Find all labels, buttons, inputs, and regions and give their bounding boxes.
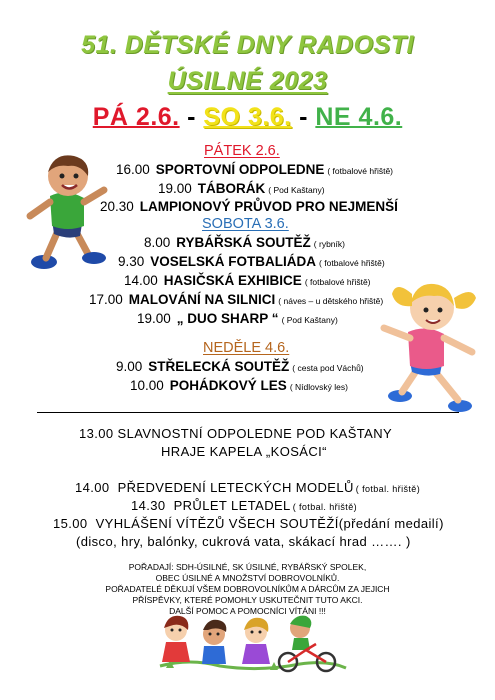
- date-separator: -: [299, 103, 308, 131]
- item-event: POHÁDKOVÝ LES: [169, 378, 287, 393]
- organizers-line: POŘADATELÉ DĚKUJÍ VŠEM DOBROVOLNÍKŮM A DÁRCŮM ZA JEJICH: [105, 584, 390, 594]
- schedule-item: [130, 378, 348, 393]
- item-note: ( Pod Kaštany): [281, 315, 338, 325]
- date-saturday: SO 3.6.: [203, 103, 292, 131]
- schedule-item: [100, 199, 398, 214]
- item-event: MALOVÁNÍ NA SILNICI: [128, 292, 276, 307]
- date-friday: PÁ 2.6.: [92, 103, 180, 131]
- item-note: (předání medailí): [338, 516, 444, 531]
- item-time: 14.00: [124, 273, 158, 288]
- poster-title: 51. DĚTSKÉ DNY RADOSTI: [81, 31, 414, 59]
- schedule-item: [118, 254, 385, 269]
- item-note: ( fotbal. hřiště): [292, 502, 358, 512]
- item-event: VOSELSKÁ FOTBALIÁDA: [150, 254, 317, 269]
- item-time: 10.00: [130, 378, 164, 393]
- item-time: 15.00: [53, 516, 88, 531]
- schedule-item: [144, 235, 345, 250]
- item-time: 8.00: [144, 235, 171, 250]
- item-event: LAMPIONOVÝ PRŮVOD PRO NEJMENŠÍ: [139, 199, 398, 214]
- item-note: ( fotbalové hřiště): [304, 277, 371, 287]
- item-time: 9.00: [116, 359, 143, 374]
- day-heading-friday: PÁTEK 2.6.: [204, 143, 280, 159]
- day-heading-saturday: SOBOTA 3.6.: [202, 216, 289, 232]
- item-event: VYHLÁŠENÍ VÍTĚZŮ VŠECH SOUTĚŽÍ: [95, 516, 339, 531]
- item-time: 14.30: [131, 498, 166, 513]
- item-note: ( náves – u dětského hřiště): [278, 296, 384, 306]
- item-event: HASIČSKÁ EXHIBICE: [163, 273, 302, 288]
- item-time: 17.00: [89, 292, 123, 307]
- poster-subtitle: ÚSILNÉ 2023: [167, 67, 328, 95]
- item-time: 20.30: [100, 199, 134, 214]
- schedule-item: [131, 498, 357, 513]
- organizers-line: DALŠÍ POMOC A POMOCNÍCI VÍTÁNI !!!: [169, 606, 326, 616]
- item-time: 9.30: [118, 254, 145, 269]
- item-note: ( Pod Kaštany): [268, 185, 325, 195]
- children-playing-illustration: [150, 610, 350, 676]
- schedule-item: [158, 181, 325, 196]
- item-event: PRŮLET LETADEL: [173, 498, 291, 513]
- schedule-item: [89, 292, 383, 307]
- organizers-line: OBEC ÚSILNÉ A MNOŽSTVÍ DOBROVOLNÍKŮ.: [155, 573, 340, 583]
- organizers-line: POŘADAJÍ: SDH-ÚSILNÉ, SK ÚSILNÉ, RYBÁŘSKÝ SPOLEK,: [128, 562, 367, 572]
- schedule-item: [116, 162, 393, 177]
- item-note: ( cesta pod Váchů): [292, 363, 364, 373]
- item-event: RYBÁŘSKÁ SOUTĚŽ: [176, 235, 311, 250]
- band-line: HRAJE KAPELA „KOSÁCI“: [161, 444, 327, 459]
- day-heading-sunday: NEDĚLE 4.6.: [203, 340, 290, 356]
- item-event: PŘEDVEDENÍ LETECKÝCH MODELŮ: [117, 480, 354, 495]
- ceremony-line: 13.00 SLAVNOSTNÍ ODPOLEDNE POD KAŠTANY: [79, 426, 393, 441]
- item-note: ( fotbalové hřiště): [327, 166, 393, 176]
- extras-line: (disco, hry, balónky, cukrová vata, skákací hrad ……. ): [76, 534, 411, 549]
- running-girl-illustration: [372, 268, 490, 418]
- schedule-item: [53, 516, 444, 531]
- item-time: 16.00: [116, 162, 150, 177]
- item-event: SPORTOVNÍ ODPOLEDNE: [155, 162, 325, 177]
- item-note: ( fotbal. hřiště): [355, 484, 421, 494]
- item-event: STŘELECKÁ SOUTĚŽ: [148, 359, 290, 374]
- schedule-item: [124, 273, 371, 288]
- schedule-item: [75, 480, 420, 495]
- date-separator: -: [187, 103, 196, 131]
- organizers-line: PŘÍSPĚVKY, KTERÉ POMOHLY USKUTEČNIT TUTO AKCI.: [132, 595, 363, 605]
- item-note: ( rybník): [313, 239, 345, 249]
- running-boy-illustration: [24, 150, 116, 280]
- item-event: TÁBORÁK: [197, 181, 266, 196]
- item-event: „ DUO SHARP “: [176, 311, 279, 326]
- item-note: ( Nídlovský les): [289, 382, 348, 392]
- schedule-item: [116, 359, 364, 374]
- date-sunday: NE 4.6.: [315, 103, 403, 131]
- item-note: ( fotbalové hřiště): [319, 258, 385, 268]
- item-time: 19.00: [158, 181, 192, 196]
- schedule-item: [137, 311, 338, 326]
- date-range: [0, 103, 495, 132]
- item-time: 14.00: [75, 480, 110, 495]
- item-time: 19.00: [137, 311, 171, 326]
